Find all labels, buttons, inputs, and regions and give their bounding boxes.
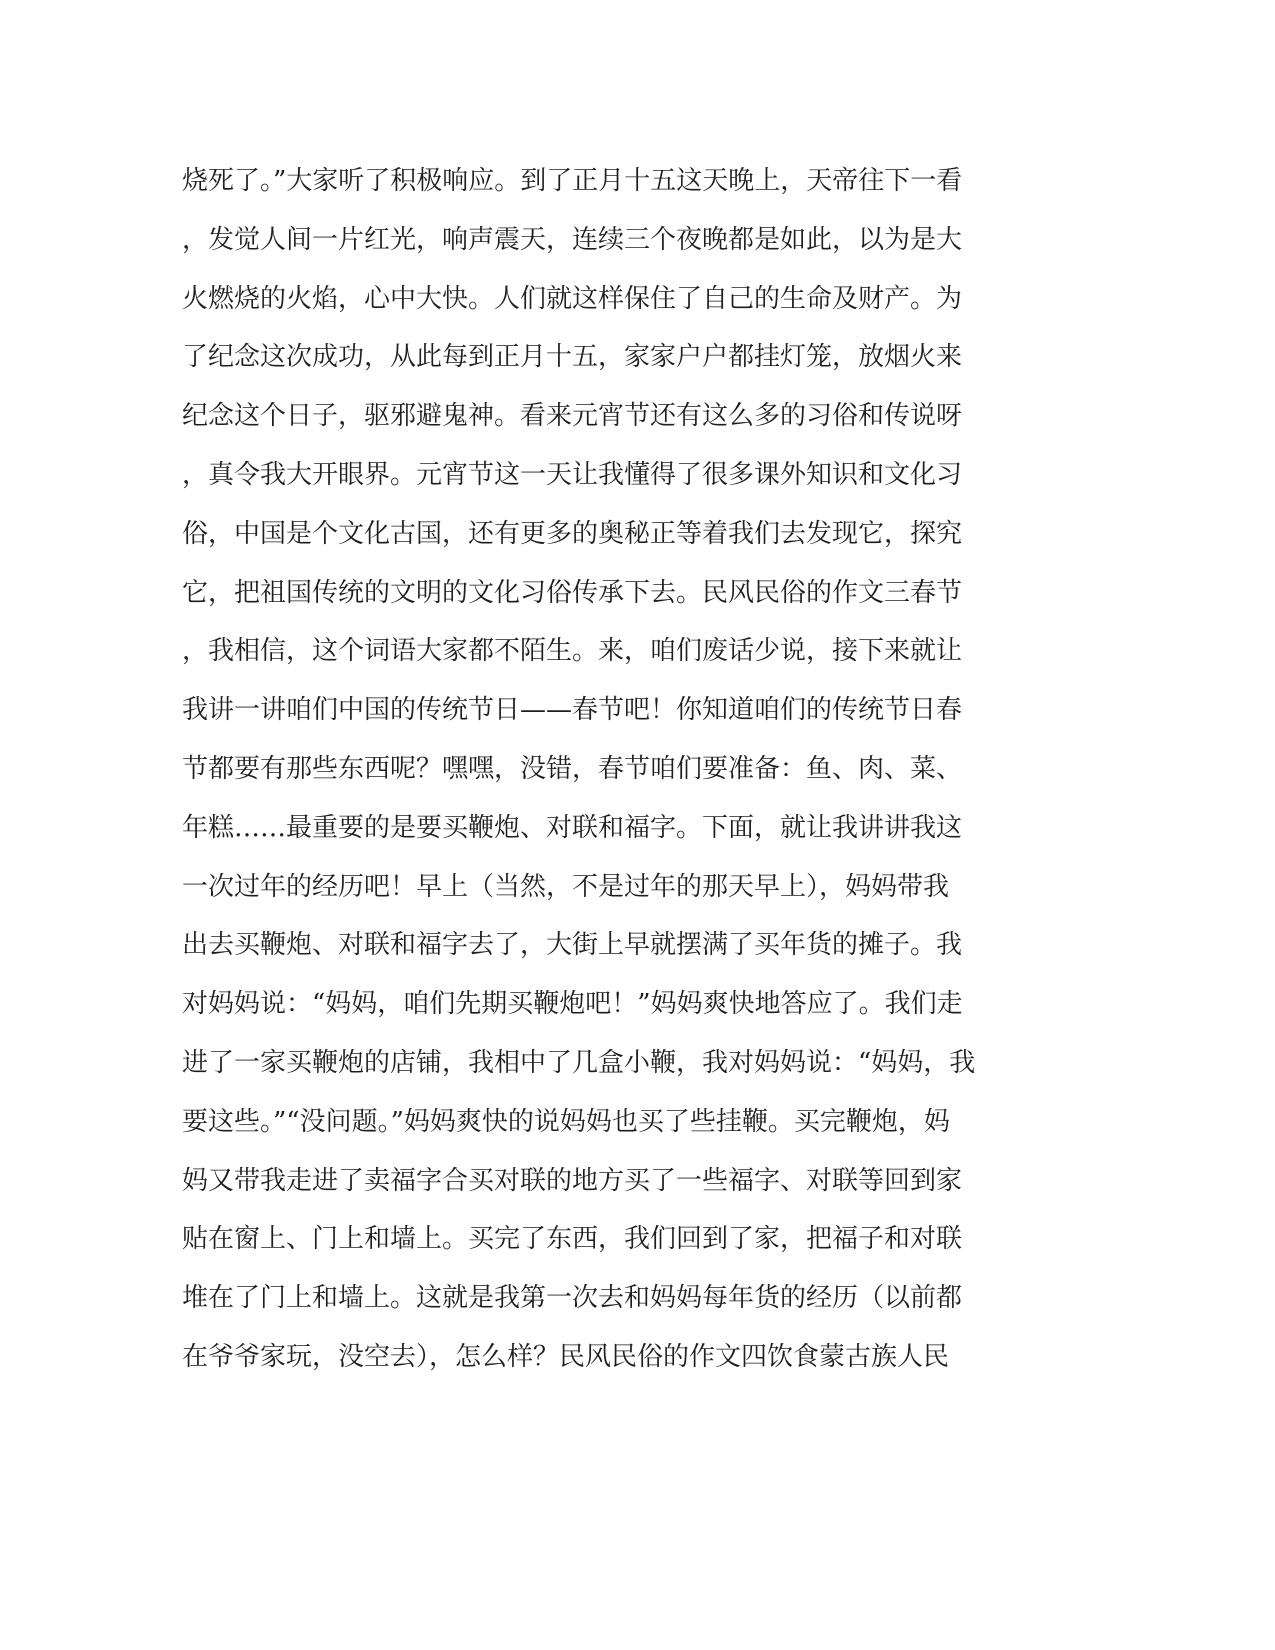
text-line: ，真令我大开眼界。元宵节这一天让我懂得了很多课外知识和文化习 bbox=[182, 459, 963, 490]
text-line: 在爷爷家玩，没空去），怎么样？民风民俗的作文四饮食蒙古族人民 bbox=[182, 1341, 950, 1372]
text-line: 要这些。”“没问题。”妈妈爽快的说妈妈也买了些挂鞭。买完鞭炮，妈 bbox=[182, 1106, 950, 1137]
text-line: 妈又带我走进了卖福字合买对联的地方买了一些福字、对联等回到家 bbox=[182, 1165, 963, 1196]
text-line: 堆在了门上和墙上。这就是我第一次去和妈妈每年货的经历（以前都 bbox=[182, 1283, 963, 1314]
text-line: ，我相信，这个词语大家都不陌生。来，咱们废话少说，接下来就让 bbox=[182, 636, 963, 667]
text-line: ，发觉人间一片红光，响声震天，连续三个夜晚都是如此，以为是大 bbox=[182, 224, 963, 255]
text-line: 一次过年的经历吧！早上（当然，不是过年的那天早上），妈妈带我 bbox=[182, 871, 950, 902]
text-line: 烧死了。”大家听了积极响应。到了正月十五这天晚上，天帝往下一看 bbox=[182, 166, 963, 196]
text-line: 年糕……最重要的是要买鞭炮、对联和福字。下面，就让我讲讲我这 bbox=[182, 812, 963, 843]
text-line: 贴在窗上、门上和墙上。买完了东西，我们回到了家，把福子和对联 bbox=[182, 1224, 963, 1255]
text-line: 俗，中国是个文化古国，还有更多的奥秘正等着我们去发现它，探究 bbox=[182, 518, 963, 549]
essay-text-block bbox=[182, 152, 1042, 1387]
text-line: 节都要有那些东西呢？嘿嘿，没错，春节咱们要准备：鱼、肉、菜、 bbox=[182, 753, 963, 784]
text-line: 出去买鞭炮、对联和福字去了，大街上早就摆满了买年货的摊子。我 bbox=[182, 930, 963, 961]
text-line: 我讲一讲咱们中国的传统节日——春节吧！你知道咱们的传统节日春 bbox=[182, 695, 963, 726]
text-line: 对妈妈说：“妈妈，咱们先期买鞭炮吧！”妈妈爽快地答应了。我们走 bbox=[182, 989, 963, 1020]
text-line: 纪念这个日子，驱邪避鬼神。看来元宵节还有这么多的习俗和传说呀 bbox=[182, 401, 963, 432]
text-line: 了纪念这次成功，从此每到正月十五，家家户户都挂灯笼，放烟火来 bbox=[182, 342, 963, 373]
text-line: 火燃烧的火焰，心中大快。人们就这样保住了自己的生命及财产。为 bbox=[182, 283, 963, 314]
text-line: 它，把祖国传统的文明的文化习俗传承下去。民风民俗的作文三春节 bbox=[182, 577, 963, 608]
text-line: 进了一家买鞭炮的店铺，我相中了几盒小鞭，我对妈妈说：“妈妈，我 bbox=[182, 1047, 976, 1078]
